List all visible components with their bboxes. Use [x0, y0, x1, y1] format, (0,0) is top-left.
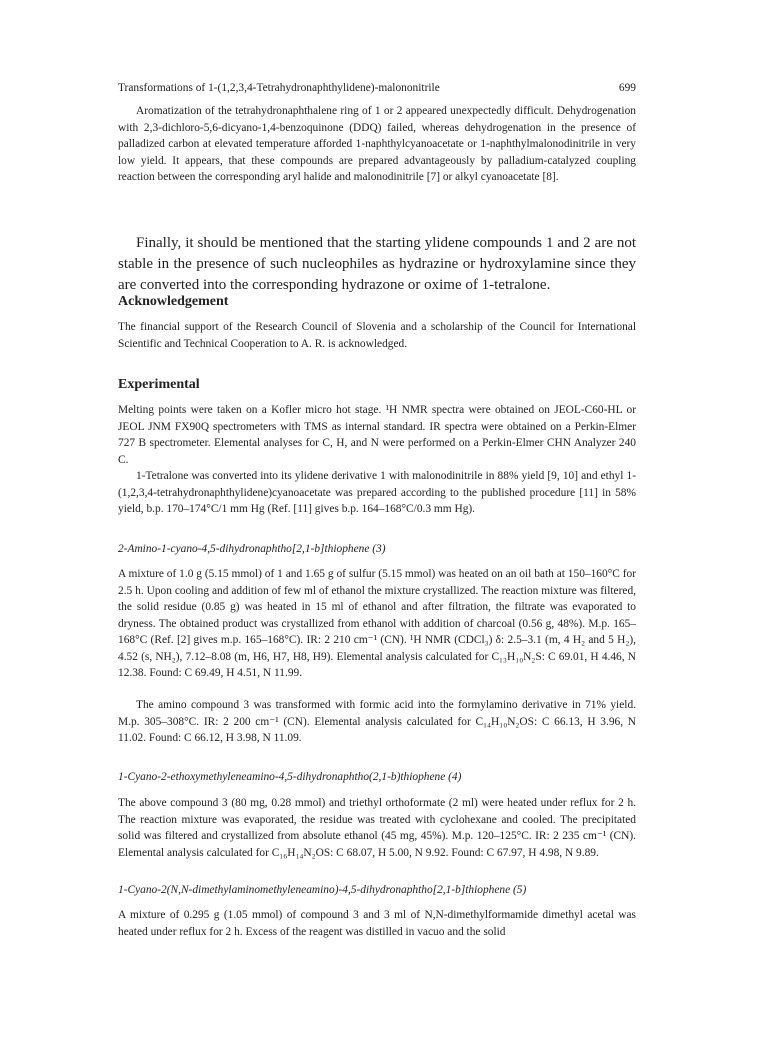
experimental-heading: Experimental — [118, 377, 200, 392]
compound4-paragraph-1: The above compound 3 (80 mg, 0.28 mmol) and triethyl orthoformate (2 ml) were heated under reflux for 2 h. The reaction mixture was evaporated, the residue was treated with cyclohexane and cooled. The precipitated solid was filtered and crystallized from absolute ethanol (45 mg, 45%). M.p. 120–125°C. IR: 2 235 cm⁻¹ (CN). Elemental analysis calculated for C₁₆H₁₄N₂OS: C 68.07, H 5.00, N 9.92. Found: C 67.97, H 4.98, N 9.89. — [118, 797, 636, 859]
compound3-paragraph-1: A mixture of 1.0 g (5.15 mmol) of 1 and 1.65 g of sulfur (5.15 mmol) was heated on an oil bath at 150–160°C for 2.5 h. Upon cooling and addition of few ml of ethanol the mixture crystallized. The reaction mixture was filtered, the solid residue (0.85 g) was heated in 15 ml of ethanol and after filtration, the filtrate was evaporated to dryness. The obtained product was crystallized from ethanol with addition of charcoal (0.56 g, 48%). M.p. 165–168°C (Ref. [2] gives m.p. 165–168°C). IR: 2 210 cm⁻¹ (CN). ¹H NMR (CDCl₃) δ: 2.5–3.1 (m, 4 H₂ and 5 H₂), 4.52 (s, NH₂), 7.12–8.08 (m, H6, H7, H8, H9). Elemental analysis calculated for C₁₃H₁₀N₂S: C 69.01, H 4.46, N 12.38. Found: C 69.49, H 4.51, N 11.99. — [118, 568, 636, 679]
compound5-paragraph-1: A mixture of 0.295 g (1.05 mmol) of compound 3 and 3 ml of N,N-dimethylformamide dimethyl acetal was heated under reflux for 2 h. Excess of the reagent was distilled in vacuo and the solid — [118, 909, 636, 938]
page-number: 699 — [618, 82, 636, 94]
experimental-paragraph-1: Melting points were taken on a Kofler micro hot stage. ¹H NMR spectra were obtained on JEOL-C60-HL or JEOL JNM FX90Q spectrometers with TMS as internal standard. IR spectra were obtained on a Perkin-Elmer 727 B spectrometer. Elemental analyses for C, H, and N were performed on a Perkin-Elmer CHN Analyzer 240 C. — [118, 404, 636, 466]
intro-paragraph-2: Finally, it should be mentioned that the starting ylidene compounds 1 and 2 are not stable in the presence of such nucleophiles as hydrazine or hydroxylamine since they are converted into the corresponding hydrazone or oxime of 1-tetralone. — [118, 235, 636, 293]
experimental-paragraph-2: 1-Tetralone was converted into its ylidene derivative 1 with malonodinitrile in 88% yield [9, 10] and ethyl 1-(1,2,3,4-tetrahydronaphthylidene)cyanoacetate was prepared according to the published procedure [11] in 58% yield, b.p. 170–174°C/1 mm Hg (Ref. [11] gives b.p. 164–168°C/0.3 mm Hg). — [118, 470, 636, 515]
running-title: Transformations of 1-(1,2,3,4-Tetrahydronaphthylidene)-malononitrile — [118, 82, 440, 94]
compound5-title: 1-Cyano-2(N,N-dimethylaminomethyleneamino)-4,5-dihydronaphtho[2,1-b]thiophene (5) — [118, 884, 527, 896]
compound3-title: 2-Amino-1-cyano-4,5-dihydronaphtho[2,1-b]thiophene (3) — [118, 543, 386, 555]
running-header — [118, 82, 636, 94]
acknowledgement-heading: Acknowledgement — [118, 294, 229, 309]
intro-paragraph-1: Aromatization of the tetrahydronaphthalene ring of 1 or 2 appeared unexpectedly difficult. Dehydrogenation with 2,3-dichloro-5,6-dicyano-1,4-benzoquinone (DDQ) failed, whereas dehydrogenation in the presence of palladized carbon at elevated temperature afforded 1-naphthylcyanoacetate or 1-naphthylmalonodinitrile in very low yield. It appears, that these compounds are prepared advantageously by palladium-catalyzed coupling reaction between the corresponding aryl halide and malonodinitrile [7] or alkyl cyanoacetate [8]. — [118, 105, 636, 183]
acknowledgement-text: The financial support of the Research Council of Slovenia and a scholarship of the Council for International Scientific and Technical Cooperation to A. R. is acknowledged. — [118, 321, 636, 350]
compound3-paragraph-2: The amino compound 3 was transformed with formic acid into the formylamino derivative in 71% yield. M.p. 305–308°C. IR: 2 200 cm⁻¹ (CN). Elemental analysis calculated for C₁₄H₁₀N₂OS: C 66.13, H 3.96, N 11.02. Found: C 66.12, H 3.98, N 11.09. — [118, 699, 636, 744]
compound4-title: 1-Cyano-2-ethoxymethyleneamino-4,5-dihydronaphtho(2,1-b)thiophene (4) — [118, 771, 462, 783]
